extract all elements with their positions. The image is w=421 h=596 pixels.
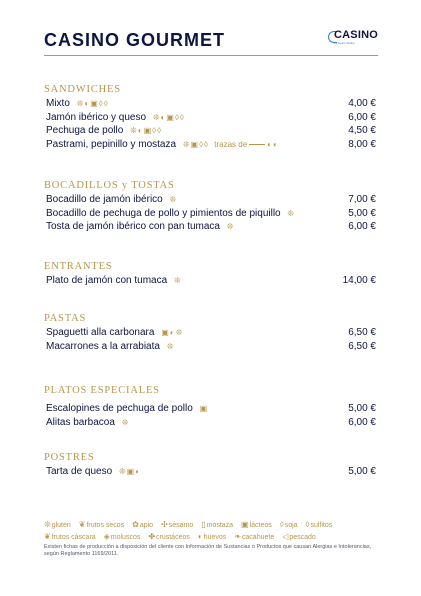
legend-label: soja: [284, 522, 298, 529]
item-price: 6,00 €: [348, 416, 376, 428]
trazas-allergen-icons: ◐◐: [267, 139, 279, 149]
legend-label: mostaza: [206, 522, 234, 529]
item-name: Pastrami, pepinillo y mostaza: [46, 138, 177, 150]
menu-item: [44, 465, 378, 479]
allergen-icons: [183, 138, 279, 152]
menu-item: [44, 274, 378, 288]
item-price: 14,00 €: [342, 275, 376, 286]
menu-item: [44, 138, 378, 152]
legend-label: sulfitos: [310, 522, 333, 529]
menu-item: [44, 97, 378, 111]
frutos-cascara-icon: ❦: [44, 532, 51, 541]
logo-subtext: by Gran Casino: [334, 41, 355, 45]
crustaceos-icon: ✤: [148, 532, 156, 541]
menu-item: [44, 220, 378, 234]
item-price: 6,00 €: [348, 221, 376, 232]
menu-item: [44, 193, 378, 207]
legend-row-1: [44, 519, 380, 531]
gluten-icon: ❊: [44, 520, 51, 529]
trazas-line: [249, 144, 265, 145]
lacteos-icon: ▣: [241, 520, 249, 529]
legend-label: moluscos: [110, 534, 141, 541]
allergen-icons: ▣◐❊: [161, 328, 184, 337]
item-price: 5,00 €: [348, 207, 376, 219]
item-name: Bocadillo de jamón ibérico: [46, 194, 163, 205]
item-price: 6,00 €: [348, 111, 376, 123]
legend-label: frutos cáscara: [51, 534, 96, 541]
item-price: 4,50 €: [348, 125, 376, 136]
allergen-icons: ❊◐▣◊◊: [130, 126, 163, 135]
allergen-icons: ❊: [287, 208, 296, 218]
legend-huevos: [198, 531, 226, 544]
item-name: Tosta de jamón ibérico con pan tumaca: [46, 221, 220, 232]
cacahuete-icon: ❧: [234, 532, 241, 541]
legend-label: huevos: [203, 534, 227, 541]
allergen-legend: [44, 519, 380, 558]
item-price: 5,00 €: [348, 466, 376, 477]
item-name: Alitas barbacoa: [46, 416, 115, 428]
section-title: BOCADILLOS y TOSTAS: [44, 180, 175, 191]
legend-label: crustáceos: [156, 534, 190, 541]
apio-icon: ✿: [132, 520, 139, 529]
section-title: POSTRES: [44, 452, 95, 463]
menu-item: [44, 402, 378, 416]
menu-item: [44, 326, 378, 340]
legend-label: pescado: [289, 534, 316, 541]
section-title: PASTAS: [44, 313, 87, 324]
legend-frutos-cascara: [44, 531, 96, 544]
frutos-secos-icon: ❦: [78, 520, 86, 529]
sulfitos-icon: ◊: [305, 520, 310, 529]
section-pastas: [44, 312, 378, 353]
item-name: Jamón ibérico y queso: [46, 111, 147, 123]
legend-pescado: [282, 531, 316, 544]
item-price: 6,50 €: [348, 340, 376, 352]
menu-item: [44, 207, 378, 221]
logo-text: CASINO: [334, 29, 378, 41]
allergen-icons: ❊◐▣◊◊: [152, 112, 185, 122]
legend-row-2: [44, 531, 380, 543]
allergen-icons: ❊: [226, 222, 235, 231]
allergen-icons: ❊: [166, 341, 175, 351]
allergen-icons-main: ❊▣◊◊: [182, 139, 210, 149]
item-price: 5,00 €: [348, 403, 376, 414]
menu-item: [44, 416, 378, 430]
soja-icon: ◊: [279, 520, 284, 529]
allergen-icons: ❊: [121, 417, 130, 427]
item-price: 8,00 €: [348, 138, 376, 150]
item-name: Pechuga de pollo: [46, 125, 124, 136]
section-title: SANDWICHES: [44, 84, 121, 95]
huevos-icon: ◐: [197, 532, 203, 541]
section-title: ENTRANTES: [44, 261, 113, 272]
section-sandwiches: [44, 83, 378, 151]
section-entrantes: [44, 260, 378, 288]
item-price: 7,00 €: [348, 194, 376, 205]
section-title: PLATOS ESPECIALES: [44, 385, 160, 396]
legend-cacahuete: [234, 531, 274, 544]
moluscos-icon: ◈: [103, 532, 110, 541]
legend-label: gluten: [51, 522, 71, 529]
page-title: CASINO GOURMET: [44, 30, 226, 50]
section-platos-especiales: [44, 384, 378, 429]
header-divider: [44, 55, 378, 56]
item-name: Spaguetti alla carbonara: [46, 327, 155, 338]
item-name: Bocadillo de pechuga de pollo y pimientos de piquillo: [46, 207, 281, 219]
menu-item: [44, 111, 378, 125]
trazas-label: trazas de: [214, 139, 248, 149]
item-name: Escalopines de pechuga de pollo: [46, 403, 193, 414]
legend-moluscos: [104, 531, 141, 544]
allergen-icons: ❊◐▣◊◊: [76, 99, 109, 108]
item-price: 4,00 €: [348, 98, 376, 109]
allergen-icons: ❊: [173, 276, 182, 285]
section-bocadillos: [44, 179, 378, 234]
legend-label: cacahuete: [241, 534, 275, 541]
sesamo-icon: ✣: [161, 520, 168, 529]
menu-item: [44, 124, 378, 138]
allergen-icons: ❊: [169, 195, 178, 204]
casino-logo: [328, 29, 378, 51]
item-name: Mixto: [46, 98, 70, 109]
menu-item: [44, 340, 378, 354]
allergen-icons: ▣: [199, 404, 209, 413]
item-price: 6,50 €: [348, 327, 376, 338]
legend-crustaceos: [148, 531, 190, 544]
legend-label: sésamo: [168, 522, 194, 529]
mostaza-icon: ▯: [201, 520, 206, 529]
pescado-icon: ◁: [282, 532, 289, 541]
section-postres: [44, 451, 378, 479]
legend-label: lácteos: [249, 522, 272, 529]
item-name: Tarta de queso: [46, 466, 113, 477]
legend-label: apio: [139, 522, 154, 529]
item-name: Plato de jamón con tumaca: [46, 275, 168, 286]
allergen-icons: ❊▣◐: [118, 467, 142, 476]
allergen-disclaimer: Existen fichas de producción a disposición del cliente con Información de Sustancias o Productos que causan Alergias e Intolerancias, según Reglamento 1169/2011.: [44, 544, 372, 557]
legend-label: frutos secos: [86, 522, 125, 529]
item-name: Macarrones a la arrabiata: [46, 340, 160, 352]
